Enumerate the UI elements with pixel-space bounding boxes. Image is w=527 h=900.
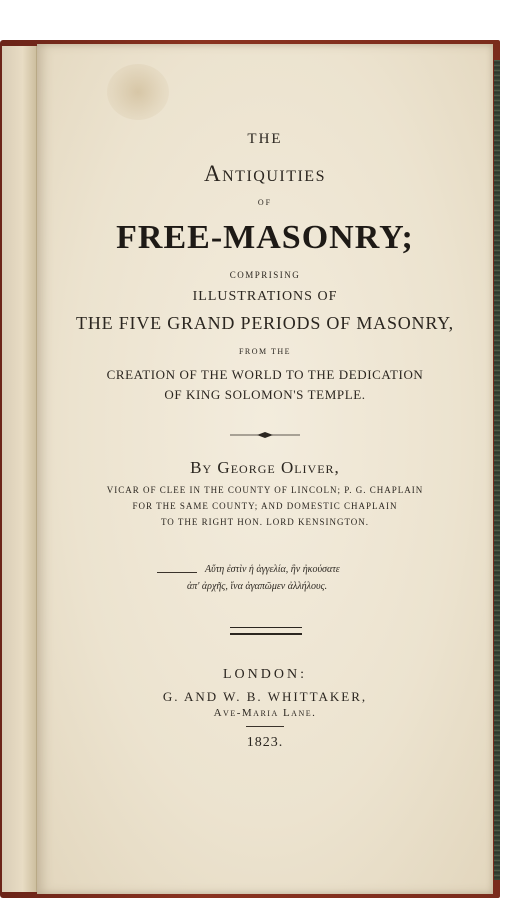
imprint-address: Ave-Maria Lane.: [213, 707, 317, 719]
title-antiquities: Antiquities: [204, 161, 326, 186]
subtitle-five-periods: THE FIVE GRAND PERIODS OF MASONRY,: [76, 313, 454, 333]
imprint-publisher: G. AND W. B. WHITTAKER,: [162, 689, 368, 704]
book: [0, 40, 500, 898]
epigraph-rule: [157, 572, 197, 573]
marbled-edge: [494, 60, 500, 880]
subtitle-comprising: COMPRISING: [229, 270, 301, 280]
title-page: [37, 44, 493, 894]
subtitle-king-solomon: OF KING SOLOMON'S TEMPLE.: [164, 387, 366, 402]
imprint-rule: [246, 726, 284, 727]
double-rule-divider: [230, 627, 302, 635]
left-page-edge: [2, 46, 37, 892]
author-credentials-2: FOR THE SAME COUNTY; AND DOMESTIC CHAPLAIN: [132, 501, 398, 511]
subtitle-from-the: FROM THE: [238, 347, 292, 356]
author-line: By George Oliver,: [190, 458, 340, 477]
author-credentials-1: VICAR OF CLEE IN THE COUNTY OF LINCOLN; P. G. CHAPLAIN: [106, 485, 424, 495]
epigraph-line-1: Αὕτη ἐστὶν ἡ ἀγγελία, ἣν ἠκούσατε: [205, 564, 340, 575]
title-of: OF: [257, 198, 273, 207]
title-free-masonry: FREE-MASONRY;: [116, 219, 414, 256]
subtitle-creation: CREATION OF THE WORLD TO THE DEDICATION: [106, 367, 424, 382]
subtitle-illustrations: ILLUSTRATIONS OF: [192, 289, 338, 304]
imprint-city: LONDON:: [223, 667, 307, 682]
imprint-year: 1823.: [246, 735, 284, 750]
ornament-divider: [230, 431, 300, 439]
author-credentials-3: TO THE RIGHT HON. LORD KENSINGTON.: [160, 517, 370, 527]
title-page-content: [37, 44, 493, 894]
epigraph-line-2: ἀπ' ἀρχῆς, ἵνα ἀγαπῶμεν ἀλλήλους.: [187, 581, 328, 592]
title-the: THE: [247, 131, 283, 147]
